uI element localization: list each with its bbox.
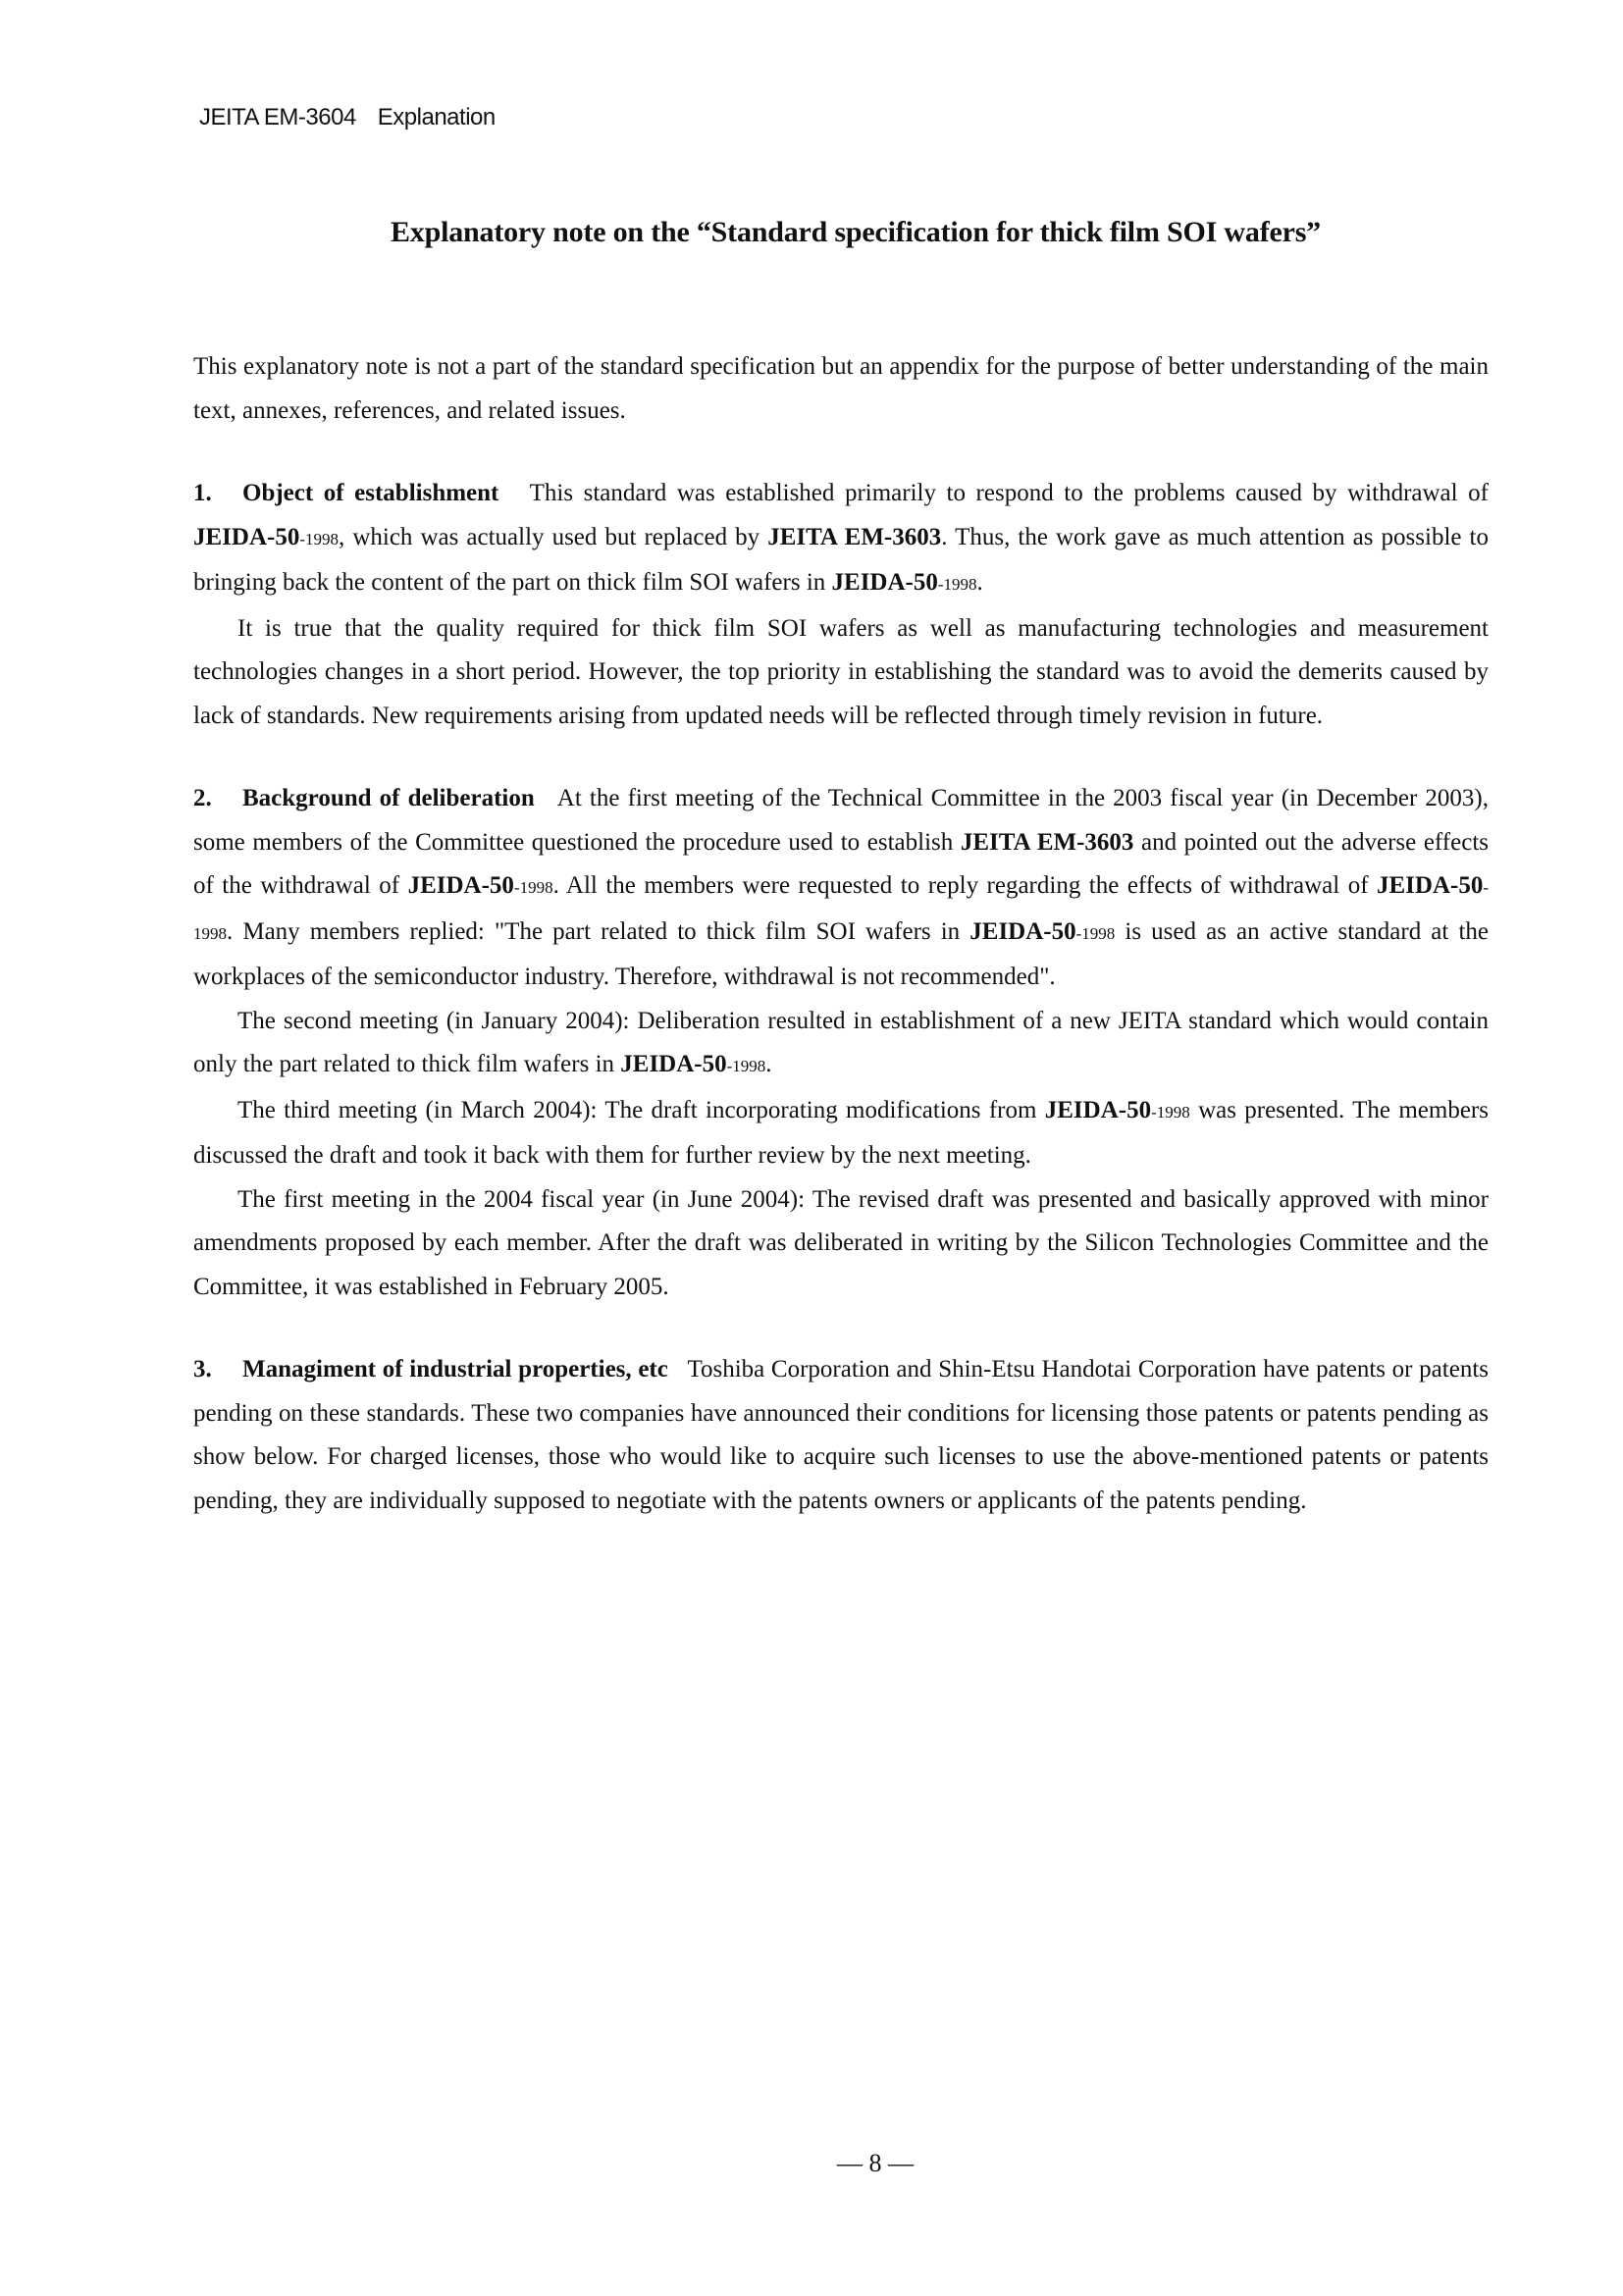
text-run: At the first meeting of the Technical Committee in the 2003 fiscal year (in December 2003), some members of the Committee questioned the procedure used to establish [193, 785, 1490, 856]
text-run: This standard was established primarily to respond to the problems caused by withdrawal of [529, 480, 1489, 506]
text-run: The third meeting (in March 2004): The draft incorporating modifications from [237, 1096, 1045, 1123]
intro-paragraph: This explanatory note is not a part of the standard specification but an appendix for the purpose of better understanding of the main text, annexes, references, and related issues. [193, 353, 1489, 424]
standard-reference: JEIDA-50 [831, 569, 938, 596]
standard-year: -1998 [1075, 923, 1116, 943]
standard-year: -1998 [937, 575, 977, 594]
text-run: and pointed out the adverse effects of the withdrawal of [193, 828, 1489, 899]
standard-reference: JEIDA-50 [1044, 1096, 1152, 1123]
page-title: Explanatory note on the “Standard specification for thick film SOI wafers” [391, 216, 1321, 248]
text-run: . [976, 569, 983, 596]
standard-year: -1998 [726, 1057, 766, 1075]
standard-year: -1998 [299, 529, 340, 548]
section-number: 1. [193, 480, 212, 506]
section-number: 3. [193, 1356, 212, 1383]
document-header [199, 104, 496, 131]
standard-reference: JEIDA-50 [407, 872, 514, 899]
section-background-of-deliberation [193, 777, 1489, 1309]
section-paragraph: The first meeting in the 2004 fiscal year (in June 2004): The revised draft was presented and basically approved with minor amendments proposed by each member. After the draft was deliberated in writing by the Silicon Technologies Committee and the Committee, it was established in February 2005. [193, 1185, 1489, 1300]
section-heading: Background of deliberation [242, 785, 535, 811]
section-paragraph [193, 1089, 1489, 1178]
section-number: 2. [193, 785, 212, 811]
section-heading: Managiment of industrial properties, etc [242, 1356, 668, 1383]
standard-year: -1998 [1151, 1102, 1190, 1122]
text-run: The second meeting (in January 2004): Deliberation resulted in establishment of a new JEITA standard which would contain only the part related to thick film wafers in [193, 1007, 1489, 1077]
document-type: Explanation [377, 104, 496, 130]
section-paragraph [193, 472, 1489, 607]
document-code: JEITA EM-3604 [199, 104, 356, 130]
text-run: . Many members replied: "The part related to thick film SOI wafers in [227, 917, 970, 945]
section-paragraph: It is true that the quality required for thick film SOI wafers as well as manufacturing technologies and measurement technologies changes in a short period. However, the top priority in establishing the standard was to avoid the demerits caused by lack of standards. New requirements arising from updated needs will be reflected through timely revision in future. [193, 614, 1489, 729]
standard-reference: JEIDA-50 [1377, 872, 1484, 899]
standard-year: -1998 [513, 878, 553, 897]
section-paragraph [193, 777, 1489, 1000]
section-paragraph [193, 1348, 1489, 1523]
section-management-of-industrial-properties [193, 1348, 1489, 1523]
section-object-of-establishment [193, 472, 1489, 738]
section-heading: Object of establishment [242, 480, 499, 506]
standard-year: -1998 [193, 878, 1490, 943]
page-number: — 8 — [837, 2149, 914, 2177]
standard-reference: JEITA EM-3603 [767, 523, 942, 550]
text-run: . All the members were requested to reply regarding the effects of withdrawal of [552, 872, 1377, 899]
standard-reference: JEIDA-50 [620, 1051, 727, 1077]
text-run: . [765, 1051, 772, 1077]
text-run: is used as an active standard at the workplaces of the semiconductor industry. Therefore, withdrawal is not recommended". [193, 917, 1489, 990]
standard-reference: JEIDA-50 [193, 523, 300, 550]
section-paragraph [193, 1000, 1489, 1089]
document-body [193, 345, 1489, 1562]
text-run: . Thus, the work gave as much attention as possible to bringing back the content of the part on thick film SOI wafers in [193, 523, 1489, 596]
text-run: , which was actually used but replaced by [339, 523, 768, 550]
text-run: Toshiba Corporation and Shin-Etsu Handotai Corporation have patents or patents pending on these standards. These two companies have announced their conditions for licensing those patents or patents pending as show below. For charged licenses, those who would like to acquire such licenses to use the above-mentioned patents or patents pending, they are individually supposed to negotiate with the patents owners or applicants of the patents pending. [193, 1356, 1489, 1514]
standard-reference: JEIDA-50 [969, 917, 1076, 945]
text-run: was presented. The members discussed the draft and took it back with them for further review by the next meeting. [193, 1096, 1489, 1169]
standard-reference: JEITA EM-3603 [960, 828, 1134, 856]
